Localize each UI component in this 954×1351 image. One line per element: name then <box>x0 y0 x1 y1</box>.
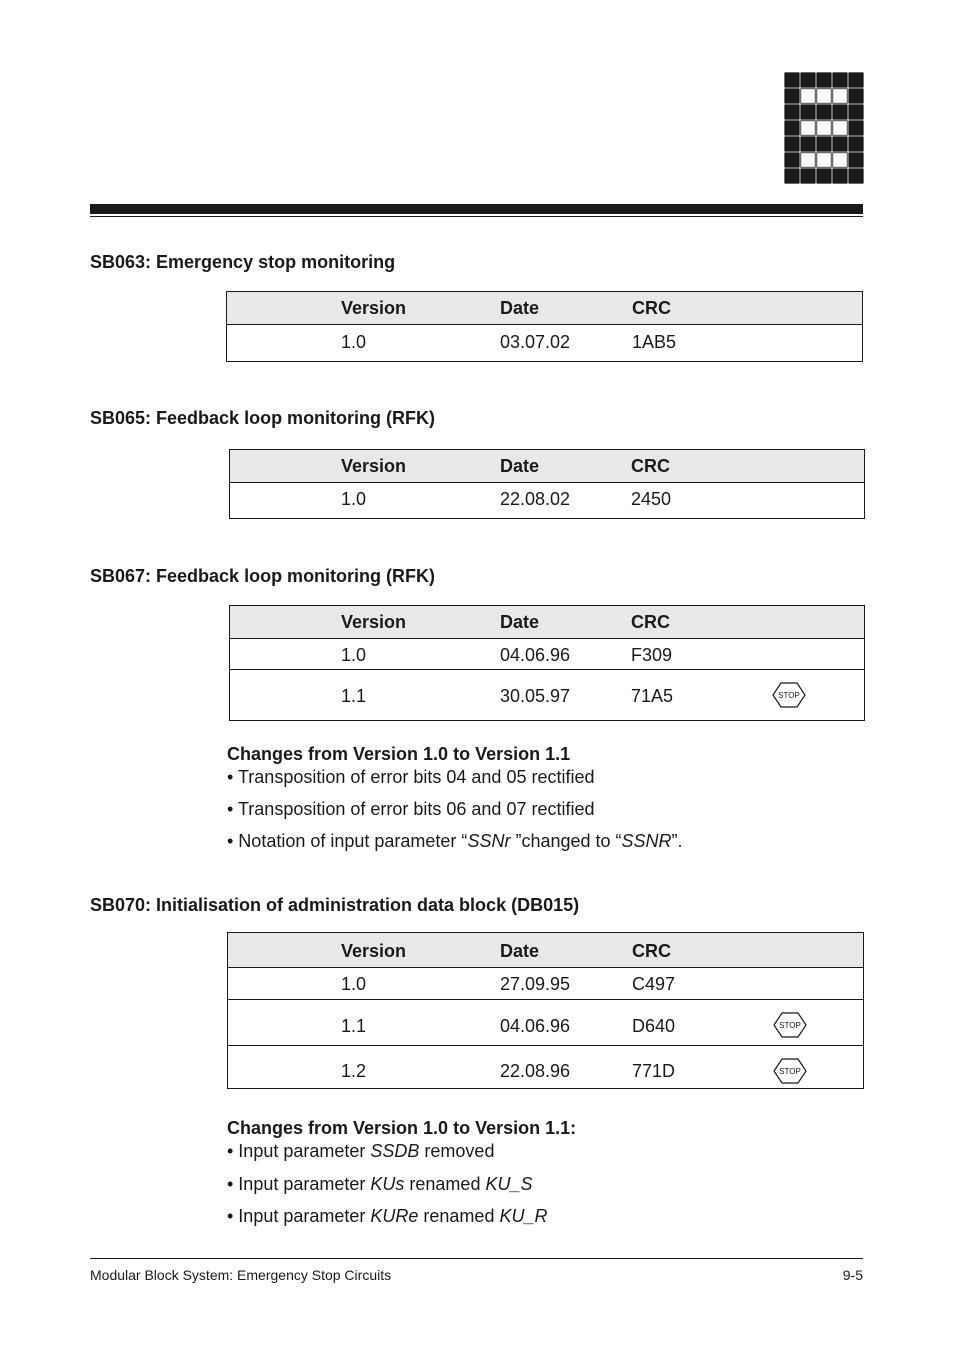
logo-cell <box>785 153 800 168</box>
table-header <box>230 606 864 639</box>
version-table-sb063 <box>226 291 863 362</box>
logo-cell <box>849 105 864 120</box>
list-item-text: • Input parameter <box>227 1206 371 1226</box>
logo-cell <box>801 137 816 152</box>
changes-title: Changes from Version 1.0 to Version 1.1 <box>227 744 571 764</box>
cell-version: 1.2 <box>341 1061 367 1081</box>
list-item <box>227 1174 532 1195</box>
list-item <box>227 1206 547 1227</box>
changes-sb070 <box>227 1118 827 1228</box>
cell-crc: 771D <box>632 1061 676 1081</box>
stop-sign-label: STOP <box>779 1021 801 1030</box>
list-item <box>227 831 683 852</box>
logo-cell <box>849 73 864 88</box>
changes-sb067 <box>227 744 827 854</box>
header-rule-thick <box>90 204 863 214</box>
logo-cell <box>817 105 832 120</box>
logo-cell <box>801 73 816 88</box>
list-item-text: renamed <box>418 1206 500 1226</box>
version-table-sb070 <box>227 932 864 1089</box>
section-title-sb063: SB063: Emergency stop monitoring <box>90 252 396 272</box>
table-row <box>228 999 863 1045</box>
logo-cell <box>801 105 816 120</box>
param-old: SSNr <box>467 831 511 851</box>
changes-title: Changes from Version 1.0 to Version 1.1: <box>227 1118 577 1138</box>
brand-grid-logo <box>784 72 864 184</box>
stop-sign-label: STOP <box>779 1067 801 1076</box>
logo-cell <box>785 89 800 104</box>
param-new: SSNR <box>621 831 672 851</box>
table-header <box>228 933 863 968</box>
list-item-text: renamed <box>404 1174 486 1194</box>
header-crc: CRC <box>631 612 670 632</box>
logo-cell <box>817 73 832 88</box>
header-date: Date <box>500 298 540 318</box>
header-crc: CRC <box>632 298 671 318</box>
cell-date: 27.09.95 <box>500 974 571 994</box>
logo-cell <box>833 73 848 88</box>
logo-cell <box>801 153 816 168</box>
logo-cell <box>817 153 832 168</box>
param-new: KU_S <box>485 1174 533 1194</box>
cell-version: 1.0 <box>341 974 367 994</box>
logo-cell <box>849 169 864 184</box>
param-old: KURe <box>370 1206 419 1226</box>
cell-version: 1.0 <box>341 645 367 665</box>
table-row <box>230 639 864 669</box>
cell-date: 04.06.96 <box>500 645 571 665</box>
cell-version: 1.1 <box>341 1016 367 1036</box>
stop-sign-label: STOP <box>778 691 800 700</box>
header-version: Version <box>341 612 407 632</box>
list-item: • Transposition of error bits 04 and 05 rectified <box>227 767 595 787</box>
logo-cell <box>817 169 832 184</box>
cell-crc: D640 <box>632 1016 676 1036</box>
logo-cell <box>785 121 800 136</box>
header-version: Version <box>341 456 407 476</box>
param-new: KU_R <box>499 1206 548 1226</box>
logo-cell <box>801 169 816 184</box>
table-row <box>230 669 864 721</box>
table-row <box>228 968 863 999</box>
stop-sign-icon <box>772 682 806 708</box>
logo-cell <box>801 89 816 104</box>
logo-cell <box>785 137 800 152</box>
section-title-sb070: SB070: Initialisation of administration data block (DB015) <box>90 895 580 915</box>
list-item: • Transposition of error bits 06 and 07 rectified <box>227 799 595 819</box>
cell-crc: 2450 <box>631 489 672 509</box>
logo-cell <box>833 121 848 136</box>
header-date: Date <box>500 456 540 476</box>
footer-rule <box>90 1258 863 1259</box>
section-title-sb065: SB065: Feedback loop monitoring (RFK) <box>90 408 436 428</box>
logo-cell <box>833 89 848 104</box>
table-header <box>227 292 862 325</box>
header-date: Date <box>500 941 540 961</box>
logo-cell <box>833 169 848 184</box>
list-item-text: • Input parameter <box>227 1174 371 1194</box>
cell-crc: F309 <box>631 645 673 665</box>
logo-cell <box>849 153 864 168</box>
version-table-sb067 <box>229 605 865 721</box>
cell-version: 1.1 <box>341 686 367 706</box>
header-crc: CRC <box>631 456 670 476</box>
cell-date: 30.05.97 <box>500 686 571 706</box>
logo-cell <box>833 153 848 168</box>
logo-cell <box>833 137 848 152</box>
logo-cell <box>817 89 832 104</box>
logo-cell <box>833 105 848 120</box>
list-item-text: ”changed to “ <box>510 831 622 851</box>
cell-date: 22.08.02 <box>500 489 571 509</box>
param-name: SSDB <box>370 1141 420 1161</box>
logo-cell <box>785 105 800 120</box>
logo-cell <box>817 137 832 152</box>
logo-cell <box>785 73 800 88</box>
cell-date: 03.07.02 <box>500 332 571 352</box>
logo-cell <box>785 169 800 184</box>
table-header <box>230 450 864 483</box>
logo-cell <box>801 121 816 136</box>
list-item-text: • Input parameter <box>227 1141 371 1161</box>
logo-cell <box>849 121 864 136</box>
header-rule-thin <box>90 216 863 217</box>
footer-title: Modular Block System: Emergency Stop Circuits <box>90 1267 392 1283</box>
logo-cell <box>817 121 832 136</box>
header-date: Date <box>500 612 540 632</box>
list-item-text: ”. <box>671 831 683 851</box>
version-table-sb065 <box>229 449 865 519</box>
cell-crc: C497 <box>632 974 676 994</box>
param-old: KUs <box>370 1174 405 1194</box>
cell-version: 1.0 <box>341 489 367 509</box>
list-item-text: removed <box>419 1141 495 1161</box>
list-item-text: • Notation of input parameter “ <box>227 831 468 851</box>
cell-crc: 71A5 <box>631 686 674 706</box>
header-crc: CRC <box>632 941 671 961</box>
logo-cell <box>849 137 864 152</box>
section-title-sb067: SB067: Feedback loop monitoring (RFK) <box>90 566 436 586</box>
cell-crc: 1AB5 <box>632 332 677 352</box>
table-row <box>227 325 862 362</box>
table-row <box>228 1045 863 1090</box>
stop-sign-icon <box>773 1058 807 1084</box>
cell-date: 22.08.96 <box>500 1061 571 1081</box>
stop-sign-icon <box>773 1012 807 1038</box>
cell-date: 04.06.96 <box>500 1016 571 1036</box>
list-item <box>227 1141 494 1162</box>
header-version: Version <box>341 298 407 318</box>
cell-version: 1.0 <box>341 332 367 352</box>
header-version: Version <box>341 941 407 961</box>
logo-cell <box>849 89 864 104</box>
table-row <box>230 483 864 519</box>
page-number: 9-5 <box>842 1267 863 1283</box>
